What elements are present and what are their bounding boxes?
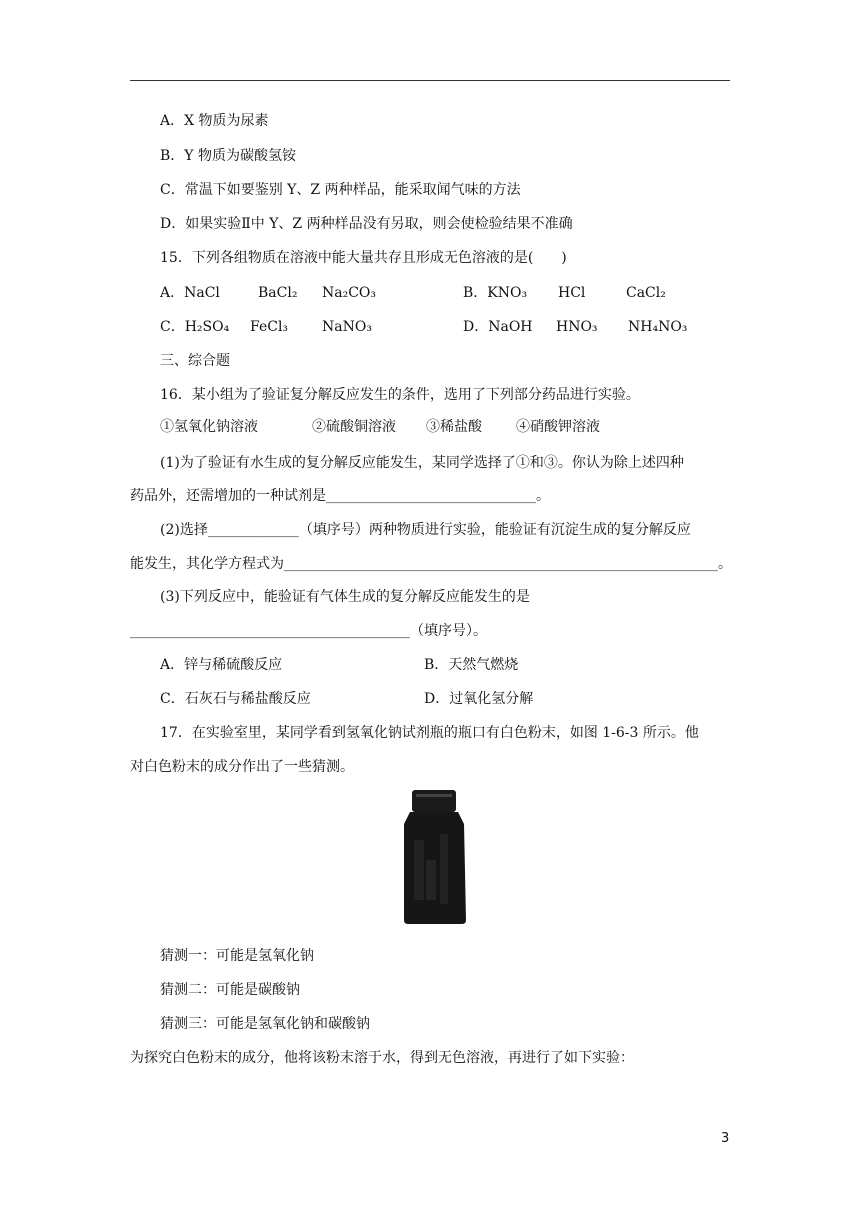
- guess-1: 猜测一：可能是氢氧化钠: [160, 948, 314, 964]
- q15-option-a-c2: BaCl₂: [258, 285, 298, 301]
- option-d-q14: D．如果实验Ⅱ中 Y、Z 两种样品没有另取，则会使检验结果不准确: [160, 216, 573, 232]
- q16-option-c: C．石灰石与稀盐酸反应: [160, 691, 311, 707]
- q16-part2-line1: (2)选择_____________（填序号）两种物质进行实验，能验证有沉淀生成的复分解反应: [160, 522, 691, 538]
- q16-option-a: A．锌与稀硫酸反应: [160, 657, 283, 673]
- page-number: 3: [721, 1131, 730, 1146]
- q15-option-a-c3: Na₂CO₃: [322, 285, 377, 301]
- question-17-line1: 17．在实验室里，某同学看到氢氧化钠试剂瓶的瓶口有白色粉末，如图 1-6-3 所示。他: [160, 725, 699, 741]
- q16-part3-line1: (3)下列反应中，能验证有气体生成的复分解反应能发生的是: [160, 589, 530, 605]
- question-17-line2: 对白色粉末的成分作出了一些猜测。: [130, 759, 354, 775]
- q15-option-d-c2: HNO₃: [556, 319, 598, 335]
- option-a-q14: A．X 物质为尿素: [160, 113, 269, 129]
- section-heading: 三、综合题: [160, 353, 230, 369]
- q15-option-b-c3: CaCl₂: [626, 285, 666, 301]
- reagent-1: ①氢氧化钠溶液: [160, 419, 258, 435]
- reagent-2: ②硫酸铜溶液: [312, 419, 396, 435]
- q16-part1-line1: (1)为了验证有水生成的复分解反应能发生，某同学选择了①和③。你认为除上述四种: [160, 455, 684, 471]
- exploration-text: 为探究白色粉末的成分，他将该粉末溶于水，得到无色溶液，再进行了如下实验：: [130, 1050, 634, 1066]
- question-15: 15．下列各组物质在溶液中能大量共存且形成无色溶液的是( ): [160, 250, 567, 266]
- header-rule: [130, 80, 730, 81]
- question-16: 16．某小组为了验证复分解反应发生的条件，选用了下列部分药品进行实验。: [160, 387, 640, 403]
- q16-part1-line2: 药品外，还需增加的一种试剂是______________________________。: [130, 488, 550, 504]
- q16-option-d: D．过氧化氢分解: [424, 691, 534, 707]
- q16-option-b: B．天然气燃烧: [424, 657, 519, 673]
- q15-option-c-c3: NaNO₃: [322, 319, 372, 335]
- option-b-q14: B．Y 物质为碳酸氢铵: [160, 148, 296, 164]
- reagent-3: ③稀盐酸: [426, 419, 482, 435]
- q15-option-d-c3: NH₄NO₃: [628, 319, 688, 335]
- reagent-4: ④硝酸钾溶液: [516, 419, 600, 435]
- q15-option-a-label: A．NaCl: [160, 285, 220, 301]
- reagent-bottle-image: [400, 790, 470, 925]
- q15-option-c-label: C．H₂SO₄: [160, 319, 230, 335]
- q15-option-b-c2: HCl: [558, 285, 586, 301]
- q15-option-b-label: B．KNO₃: [463, 285, 528, 301]
- q16-part3-line2: ________________________________________（填序号）。: [130, 623, 487, 639]
- q15-option-c-c2: FeCl₃: [250, 319, 289, 335]
- guess-2: 猜测二：可能是碳酸钠: [160, 982, 300, 998]
- guess-3: 猜测三：可能是氢氧化钠和碳酸钠: [160, 1016, 370, 1032]
- option-c-q14: C．常温下如要鉴别 Y、Z 两种样品，能采取闻气味的方法: [160, 182, 521, 198]
- q15-option-d-label: D．NaOH: [463, 319, 533, 335]
- q16-part2-line2: 能发生，其化学方程式为______________________________________________________________。: [130, 556, 732, 572]
